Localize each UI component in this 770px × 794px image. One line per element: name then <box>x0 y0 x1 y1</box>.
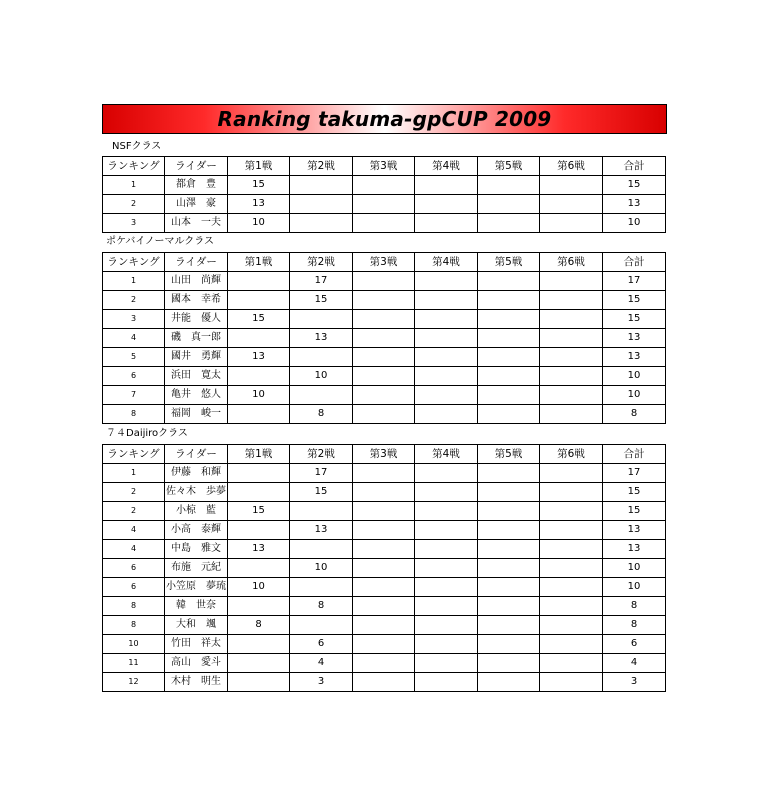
header-race-1: 第1戦 <box>228 157 290 176</box>
cell-total: 13 <box>603 195 666 214</box>
cell-race-2: 4 <box>290 654 353 673</box>
cell-total: 15 <box>603 502 666 521</box>
cell-race-5 <box>478 214 540 233</box>
header-race-4: 第4戦 <box>415 253 478 272</box>
cell-race-3 <box>353 559 415 578</box>
cell-rank: 2 <box>103 195 165 214</box>
cell-rider: 亀井 悠人 <box>165 386 228 405</box>
cell-race-5 <box>478 578 540 597</box>
cell-rider: 大和 颯 <box>165 616 228 635</box>
cell-race-1 <box>228 367 290 386</box>
cell-race-1 <box>228 405 290 424</box>
header-race-6: 第6戦 <box>540 157 603 176</box>
cell-total: 13 <box>603 348 666 367</box>
cell-race-1: 13 <box>228 540 290 559</box>
cell-rider: 竹田 祥太 <box>165 635 228 654</box>
cell-race-6 <box>540 386 603 405</box>
table-row <box>103 654 666 673</box>
cell-rank: 11 <box>103 654 165 673</box>
table-row <box>103 310 666 329</box>
table-row <box>103 635 666 654</box>
cell-race-2: 10 <box>290 559 353 578</box>
cell-rank: 4 <box>103 540 165 559</box>
table-row <box>103 291 666 310</box>
cell-race-3 <box>353 616 415 635</box>
cell-race-5 <box>478 559 540 578</box>
cell-race-6 <box>540 540 603 559</box>
cell-rider: 井能 優人 <box>165 310 228 329</box>
cell-rank: 6 <box>103 559 165 578</box>
cell-race-1 <box>228 272 290 291</box>
cell-race-3 <box>353 521 415 540</box>
header-race-5: 第5戦 <box>478 157 540 176</box>
table-row <box>103 540 666 559</box>
cell-rider: 國井 勇輝 <box>165 348 228 367</box>
cell-rank: 6 <box>103 578 165 597</box>
cell-race-4 <box>415 597 478 616</box>
cell-race-1: 13 <box>228 195 290 214</box>
cell-race-2: 3 <box>290 673 353 692</box>
cell-rank: 7 <box>103 386 165 405</box>
ranking-table-nsf <box>102 156 666 233</box>
cell-race-6 <box>540 272 603 291</box>
page-title: Ranking takuma-gpCUP 2009 <box>217 107 552 131</box>
cell-race-3 <box>353 329 415 348</box>
header-race-3: 第3戦 <box>353 445 415 464</box>
cell-race-6 <box>540 502 603 521</box>
table-row <box>103 616 666 635</box>
header-race-5: 第5戦 <box>478 253 540 272</box>
cell-race-4 <box>415 559 478 578</box>
cell-rank: 3 <box>103 310 165 329</box>
cell-race-6 <box>540 214 603 233</box>
cell-race-5 <box>478 291 540 310</box>
cell-rank: 6 <box>103 367 165 386</box>
table-row <box>103 559 666 578</box>
header-race-2: 第2戦 <box>290 253 353 272</box>
header-rank: ランキング <box>103 157 165 176</box>
table-row <box>103 386 666 405</box>
cell-race-6 <box>540 635 603 654</box>
cell-race-4 <box>415 214 478 233</box>
cell-race-1: 13 <box>228 348 290 367</box>
cell-race-3 <box>353 291 415 310</box>
cell-rank: 5 <box>103 348 165 367</box>
class-label-nsf: NSFクラス <box>112 141 162 152</box>
cell-total: 17 <box>603 272 666 291</box>
cell-race-3 <box>353 483 415 502</box>
header-race-1: 第1戦 <box>228 445 290 464</box>
cell-race-6 <box>540 616 603 635</box>
cell-race-2: 10 <box>290 367 353 386</box>
cell-race-3 <box>353 540 415 559</box>
cell-rider: 山澤 豪 <box>165 195 228 214</box>
cell-total: 4 <box>603 654 666 673</box>
header-race-3: 第3戦 <box>353 157 415 176</box>
cell-rank: 2 <box>103 502 165 521</box>
cell-rank: 12 <box>103 673 165 692</box>
cell-race-6 <box>540 405 603 424</box>
cell-rank: 2 <box>103 291 165 310</box>
cell-race-5 <box>478 386 540 405</box>
header-row <box>103 157 666 176</box>
cell-race-6 <box>540 464 603 483</box>
cell-race-1 <box>228 329 290 348</box>
cell-race-4 <box>415 673 478 692</box>
cell-race-2: 15 <box>290 291 353 310</box>
cell-total: 10 <box>603 367 666 386</box>
cell-race-6 <box>540 348 603 367</box>
table-row <box>103 272 666 291</box>
cell-race-6 <box>540 673 603 692</box>
cell-race-6 <box>540 195 603 214</box>
cell-race-5 <box>478 654 540 673</box>
table-row <box>103 521 666 540</box>
cell-total: 15 <box>603 310 666 329</box>
cell-rider: 山本 一夫 <box>165 214 228 233</box>
header-rank: ランキング <box>103 253 165 272</box>
table-row <box>103 597 666 616</box>
cell-race-5 <box>478 483 540 502</box>
cell-race-5 <box>478 272 540 291</box>
cell-race-6 <box>540 329 603 348</box>
cell-race-4 <box>415 195 478 214</box>
cell-race-5 <box>478 195 540 214</box>
cell-total: 10 <box>603 578 666 597</box>
cell-race-1 <box>228 635 290 654</box>
cell-race-6 <box>540 291 603 310</box>
cell-race-5 <box>478 597 540 616</box>
header-total: 合計 <box>603 253 666 272</box>
cell-rider: 韓 世奈 <box>165 597 228 616</box>
header-race-5: 第5戦 <box>478 445 540 464</box>
table-row <box>103 483 666 502</box>
header-race-3: 第3戦 <box>353 253 415 272</box>
cell-race-3 <box>353 214 415 233</box>
table-row <box>103 464 666 483</box>
cell-total: 17 <box>603 464 666 483</box>
cell-race-5 <box>478 540 540 559</box>
cell-rider: 浜田 寛太 <box>165 367 228 386</box>
cell-total: 13 <box>603 329 666 348</box>
cell-race-4 <box>415 176 478 195</box>
cell-race-4 <box>415 521 478 540</box>
cell-total: 15 <box>603 291 666 310</box>
cell-race-6 <box>540 367 603 386</box>
table-row <box>103 367 666 386</box>
cell-race-3 <box>353 405 415 424</box>
cell-race-4 <box>415 578 478 597</box>
cell-race-5 <box>478 521 540 540</box>
cell-race-1: 10 <box>228 578 290 597</box>
cell-total: 6 <box>603 635 666 654</box>
cell-race-3 <box>353 578 415 597</box>
cell-rank: 1 <box>103 272 165 291</box>
cell-rank: 2 <box>103 483 165 502</box>
cell-rider: 磯 真一郎 <box>165 329 228 348</box>
cell-total: 13 <box>603 540 666 559</box>
header-race-2: 第2戦 <box>290 445 353 464</box>
cell-race-5 <box>478 367 540 386</box>
cell-race-4 <box>415 272 478 291</box>
cell-race-4 <box>415 329 478 348</box>
cell-race-4 <box>415 502 478 521</box>
cell-race-2 <box>290 540 353 559</box>
cell-race-4 <box>415 540 478 559</box>
header-race-4: 第4戦 <box>415 445 478 464</box>
table-row <box>103 195 666 214</box>
cell-race-6 <box>540 310 603 329</box>
cell-race-6 <box>540 654 603 673</box>
cell-total: 3 <box>603 673 666 692</box>
cell-race-2: 17 <box>290 464 353 483</box>
cell-race-2 <box>290 348 353 367</box>
cell-rider: 木村 明生 <box>165 673 228 692</box>
cell-race-1: 10 <box>228 214 290 233</box>
cell-race-5 <box>478 464 540 483</box>
header-rider: ライダー <box>165 445 228 464</box>
cell-race-1 <box>228 559 290 578</box>
cell-race-6 <box>540 176 603 195</box>
cell-race-1: 15 <box>228 310 290 329</box>
table-row <box>103 673 666 692</box>
cell-rank: 4 <box>103 521 165 540</box>
cell-race-5 <box>478 502 540 521</box>
cell-race-3 <box>353 597 415 616</box>
cell-race-2: 15 <box>290 483 353 502</box>
header-rank: ランキング <box>103 445 165 464</box>
cell-rank: 8 <box>103 405 165 424</box>
cell-total: 8 <box>603 616 666 635</box>
header-race-2: 第2戦 <box>290 157 353 176</box>
cell-rider: 山田 尚輝 <box>165 272 228 291</box>
cell-rider: 福岡 峻一 <box>165 405 228 424</box>
table-row <box>103 348 666 367</box>
cell-rider: 伊藤 和輝 <box>165 464 228 483</box>
class-label-74daijiro: ７４Daijiroクラス <box>106 428 188 439</box>
cell-total: 10 <box>603 559 666 578</box>
cell-race-2 <box>290 214 353 233</box>
table-row <box>103 329 666 348</box>
header-total: 合計 <box>603 157 666 176</box>
cell-rank: 4 <box>103 329 165 348</box>
cell-race-1 <box>228 483 290 502</box>
header-rider: ライダー <box>165 253 228 272</box>
cell-race-2 <box>290 386 353 405</box>
cell-race-2 <box>290 616 353 635</box>
cell-race-5 <box>478 635 540 654</box>
class-label-pokebike-normal: ポケバイノーマルクラス <box>106 236 214 247</box>
cell-race-2 <box>290 176 353 195</box>
cell-race-4 <box>415 464 478 483</box>
cell-race-2: 8 <box>290 597 353 616</box>
cell-race-2: 13 <box>290 521 353 540</box>
cell-race-6 <box>540 578 603 597</box>
cell-race-1 <box>228 291 290 310</box>
cell-race-5 <box>478 329 540 348</box>
cell-race-2: 17 <box>290 272 353 291</box>
cell-race-4 <box>415 654 478 673</box>
cell-race-4 <box>415 386 478 405</box>
cell-race-6 <box>540 597 603 616</box>
cell-total: 10 <box>603 386 666 405</box>
header-total: 合計 <box>603 445 666 464</box>
header-row <box>103 445 666 464</box>
cell-rank: 1 <box>103 464 165 483</box>
cell-race-3 <box>353 176 415 195</box>
cell-rider: 小笠原 夢琉 <box>165 578 228 597</box>
cell-race-2 <box>290 502 353 521</box>
cell-rider: 國本 幸希 <box>165 291 228 310</box>
cell-race-4 <box>415 310 478 329</box>
cell-race-5 <box>478 673 540 692</box>
cell-rider: 小高 泰輝 <box>165 521 228 540</box>
cell-race-1: 15 <box>228 176 290 195</box>
cell-race-3 <box>353 195 415 214</box>
cell-race-2 <box>290 578 353 597</box>
cell-race-4 <box>415 635 478 654</box>
cell-rider: 佐々木 歩夢 <box>165 483 228 502</box>
header-race-1: 第1戦 <box>228 253 290 272</box>
cell-race-1 <box>228 673 290 692</box>
cell-race-6 <box>540 521 603 540</box>
cell-race-3 <box>353 386 415 405</box>
cell-rider: 布施 元紀 <box>165 559 228 578</box>
cell-race-6 <box>540 483 603 502</box>
cell-race-2: 6 <box>290 635 353 654</box>
cell-race-3 <box>353 272 415 291</box>
cell-race-3 <box>353 464 415 483</box>
cell-race-2: 13 <box>290 329 353 348</box>
cell-race-5 <box>478 616 540 635</box>
cell-race-1: 15 <box>228 502 290 521</box>
cell-race-1 <box>228 464 290 483</box>
cell-race-5 <box>478 405 540 424</box>
cell-race-1: 8 <box>228 616 290 635</box>
cell-race-2 <box>290 310 353 329</box>
cell-race-4 <box>415 483 478 502</box>
cell-rank: 8 <box>103 616 165 635</box>
table-row <box>103 405 666 424</box>
ranking-table-74daijiro <box>102 444 666 692</box>
cell-rank: 8 <box>103 597 165 616</box>
cell-total: 8 <box>603 405 666 424</box>
table-row <box>103 214 666 233</box>
table-row <box>103 578 666 597</box>
cell-total: 10 <box>603 214 666 233</box>
cell-total: 13 <box>603 521 666 540</box>
cell-race-1: 10 <box>228 386 290 405</box>
cell-race-6 <box>540 559 603 578</box>
cell-race-4 <box>415 348 478 367</box>
header-race-4: 第4戦 <box>415 157 478 176</box>
cell-race-5 <box>478 176 540 195</box>
header-race-6: 第6戦 <box>540 445 603 464</box>
cell-race-2: 8 <box>290 405 353 424</box>
cell-race-2 <box>290 195 353 214</box>
cell-race-3 <box>353 367 415 386</box>
cell-race-4 <box>415 405 478 424</box>
cell-race-1 <box>228 654 290 673</box>
cell-race-5 <box>478 310 540 329</box>
cell-rider: 高山 愛斗 <box>165 654 228 673</box>
cell-race-3 <box>353 635 415 654</box>
cell-race-4 <box>415 367 478 386</box>
cell-race-3 <box>353 673 415 692</box>
cell-race-5 <box>478 348 540 367</box>
table-row <box>103 176 666 195</box>
header-race-6: 第6戦 <box>540 253 603 272</box>
cell-rider: 中島 雅文 <box>165 540 228 559</box>
title-banner <box>102 104 667 134</box>
header-rider: ライダー <box>165 157 228 176</box>
ranking-table-pokebike-normal <box>102 252 666 424</box>
cell-total: 8 <box>603 597 666 616</box>
cell-race-1 <box>228 521 290 540</box>
header-row <box>103 253 666 272</box>
cell-rank: 1 <box>103 176 165 195</box>
cell-race-3 <box>353 310 415 329</box>
cell-rank: 3 <box>103 214 165 233</box>
cell-total: 15 <box>603 176 666 195</box>
cell-race-4 <box>415 291 478 310</box>
cell-race-3 <box>353 502 415 521</box>
cell-race-3 <box>353 654 415 673</box>
cell-rider: 都倉 豊 <box>165 176 228 195</box>
cell-race-3 <box>353 348 415 367</box>
cell-race-1 <box>228 597 290 616</box>
cell-race-4 <box>415 616 478 635</box>
table-row <box>103 502 666 521</box>
cell-total: 15 <box>603 483 666 502</box>
cell-rider: 小椋 藍 <box>165 502 228 521</box>
cell-rank: 10 <box>103 635 165 654</box>
